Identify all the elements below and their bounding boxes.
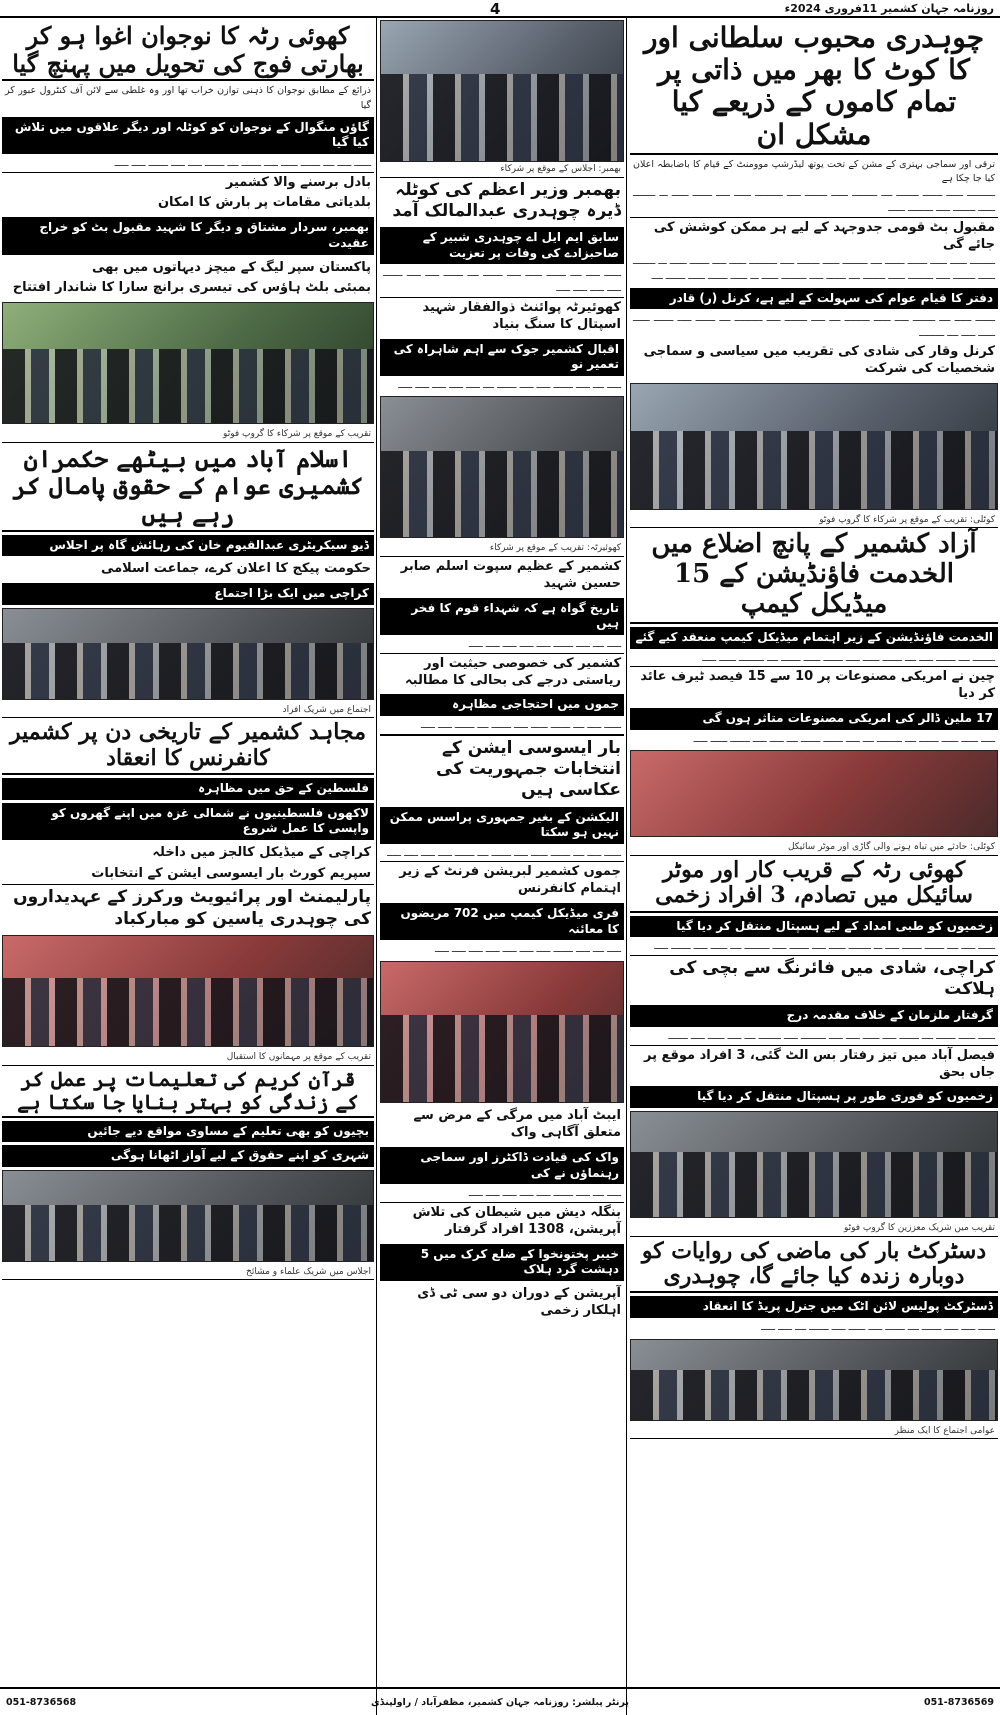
left-photo-2 — [2, 608, 374, 700]
middle-headline-5: بار ایسوسی ایشن کے انتخابات جمہوریت کی عکاسی ہیں — [380, 734, 624, 804]
middle-sub-8: آپریشن کے دوران دو سی ٹی ڈی اہلکار زخمی — [417, 1285, 621, 1318]
right-photo-3-caption: تقریب میں شریک معززین کا گروپ فوٹو — [630, 1221, 998, 1237]
masthead — [0, 0, 1000, 18]
middle-headline-2: کھوئیرٹہ پوائنٹ ذوالفقار شہید اسپتال کا سنگ بنیاد — [380, 297, 624, 336]
article-body: ــــــــــ ــــــ ـــــــ ــــــــ ــــ ـــــــــ ــــــ ــــــــ ـــــ ــــــــــ ــــــ ـــــ ـــــــ ــــــ ـــ ــــــــ ــــــ ــــــــ ـــــ ـــــــــ ــــــ — [633, 188, 995, 214]
middle-headline-3: کشمیر کے عظیم سپوت اسلم صابر حسین شہید — [400, 559, 621, 591]
right-bar-1: دفتر کا قیام عوام کی سہولت کے لیے ہے، کرنل (ر) قادر — [630, 288, 998, 310]
left-photo-4-caption: اجلاس میں شریک علماء و مشائخ — [2, 1265, 374, 1281]
right-photo-1 — [630, 383, 998, 510]
article-body: ــــــــ ــــ ـــــــ ـــــ ــــ ـــــــ ــــــ ـــــ ـــــــ ــــــ ـــــــ ــــ ـــــــــ ــــــ ـــــ — [702, 652, 995, 664]
left-sub-headline-5: حکومت پیکج کا اعلان کرے، جماعت اسلامی — [100, 561, 371, 577]
left-headline-4: قرآن کریم کی تعلیمات پر عمل کر کے زندگی کو بہتر بنایا جا سکتا ہے — [2, 1066, 374, 1118]
article-body: ــــــ ـــــ ــــ ـــــــ ــــــ ـــــ ـــــــ ــــ ـــــــ ـــــ ـــــ — [421, 720, 621, 732]
left-column — [2, 20, 374, 1680]
article-body: ــــــ ـــــ ــــ ـــــــ ــــــ ـــــ ـــــــ ــــ ـــــــ ـــــ ـــــ ـــــــ ـــــ ـــــ — [114, 157, 371, 169]
article-body: ـــــ ــــــ ــــــ ـــــــ ــــ ـــــــــ ــــ ـــــ ـــــــ ـــــــ ــــ ـــــ ـــــ ـــــــ ــــــ ـــــ — [693, 733, 995, 745]
middle-headline-7: ایبٹ آباد میں مرگی کے مرض سے متعلق آگاہی واک — [413, 1108, 621, 1141]
right-headline-3: کھوئی رٹہ کے قریب کار اور موٹر سائیکل میں تصادم، 3 افراد زخمی — [630, 856, 998, 913]
right-column — [630, 20, 998, 1680]
middle-bar-1: سابق ایم ایل اے چوہدری شبیر کے صاحبزادے کی وفات پر تعزیت — [380, 227, 624, 264]
left-sub-headline-3: پاکستان سپر لیگ کے میچز دیہاتوں میں بھی — [91, 259, 371, 275]
middle-photo-3 — [380, 961, 624, 1103]
middle-bar-2: اقبال کشمیر جوک سے اہم شاہراہ کی تعمیر نو — [380, 339, 624, 376]
column-divider — [626, 18, 627, 1715]
left-bar-2: بھمبر، سردار مشتاق و دیگر کا شہید مقبول بٹ کو خراج عقیدت — [2, 217, 374, 254]
page-number: 4 — [490, 0, 501, 18]
middle-bar-4: جموں میں احتجاجی مظاہرہ — [380, 694, 624, 716]
article-body: ــــــ ــــــ ـــــــ ــــ ـــــــ ـــــ ــــــ ـــــ ـــــ ـــــــــ ـــــ ــــــــ ــــ ـــــ ــــــ ـــــ ـــــــ — [668, 1030, 995, 1042]
masthead-date: روزنامہ جہان کشمیر 11فروری 2024ء — [784, 1, 994, 15]
article-body: ـــــ ــــ ـــــ ـــــــ ـــــ ـــــ ـــــ ـــــ ـــــ ـــــ ـــــ — [434, 944, 621, 956]
middle-headline-8: بنگلہ دیش میں شیطان کی تلاش آپریشن، 1308 افراد گرفتار — [380, 1202, 624, 1241]
right-sub-headline-1: مقبول بٹ قومی جدوجہد کے لیے ہر ممکن کوشش کی جائے گی — [630, 217, 998, 256]
left-bar-4: کراچی میں ایک بڑا اجتماع — [2, 583, 374, 605]
middle-bar-3: تاریخ گواہ ہے کہ شہداء قوم کا فخر ہیں — [380, 598, 624, 635]
middle-bar-6: فری میڈیکل کیمپ میں 702 مریضوں کا معائنہ — [380, 903, 624, 940]
left-headline-2: مجاہد کشمیر کے تاریخی دن پر کشمیر کانفرنس کا انعقاد — [2, 718, 374, 775]
right-sub-headline-3: چین نے امریکی مصنوعات پر 10 سے 15 فیصد ٹیرف عائد کر دیا — [630, 666, 998, 705]
left-sub-headline-6: کراچی کے میڈیکل کالجز میں داخلہ — [152, 844, 371, 860]
right-photo-1-caption: کوٹلی: تقریب کے موقع پر شرکاء کا گروپ فوٹو — [630, 513, 998, 529]
left-bar-6: لاکھوں فلسطینیوں نے شمالی غزہ میں اپنے گھروں کو واپسی کا عمل شروع — [2, 803, 374, 840]
left-photo-2-caption: اجتماع میں شریک افراد — [2, 703, 374, 719]
middle-bar-5: الیکشن کے بغیر جمہوری پراسس ممکن نہیں ہو سکتا — [380, 807, 624, 844]
right-bar-6: زخمیوں کو فوری طور پر ہسپتال منتقل کر دیا گیا — [630, 1086, 998, 1108]
right-bar-4: زخمیوں کو طبی امداد کے لیے ہسپتال منتقل کر دیا گیا — [630, 916, 998, 938]
middle-headline-1: بھمبر وزیر اعظم کی کوٹلہ ڈیرہ چوہدری عبدالمالک آمد — [392, 179, 621, 221]
middle-photo-2-caption: کھوئیرٹہ: تقریب کے موقع پر شرکاء — [380, 541, 624, 557]
right-photo-2 — [630, 750, 998, 837]
left-bar-3: ڈیو سیکریٹری عبدالقیوم خان کی رہائش گاہ پر اجلاس — [2, 535, 374, 557]
left-sub-headline-4: بمبئی بلٹ ہاؤس کی تیسری برانچ سارا کا شاندار افتتاح — [12, 280, 371, 296]
right-bar-2: الخدمت فاؤنڈیشن کے زیر اہتمام میڈیکل کیمپ منعقد کیے گئے — [630, 627, 998, 649]
right-sub-headline-5: فیصل آباد میں تیز رفتار بس الٹ گئی، 3 افراد موقع پر جاں بحق — [630, 1045, 998, 1084]
left-lead-intro: ذرائع کے مطابق نوجوان کا ذہنی توازن خراب تھا اور وہ غلطی سے لائن آف کنٹرول عبور کر گیا — [5, 85, 371, 111]
left-photo-4 — [2, 1170, 374, 1262]
right-photo-4-caption: عوامی اجتماع کا ایک منظر — [630, 1424, 998, 1440]
middle-photo-1-caption: بھمبر: اجلاس کے موقع پر شرکاء — [380, 162, 624, 178]
footer — [0, 1687, 1000, 1715]
left-sub-headline-7: سپریم کورٹ بار ایسوسی ایشن کے انتخابات — [91, 865, 371, 881]
middle-bar-7: واک کی قیادت ڈاکٹرز اور سماجی رہنماؤں نے کی — [380, 1147, 624, 1184]
middle-column — [380, 20, 624, 1680]
article-body: ــــــ ـــــ ــــ ـــــــ ــــــ ـــــ ـــــــ ــــ ـــــــ ـــــ ـــــ ـــــ ـــــ — [387, 847, 621, 859]
left-lead-headline: کھوئی رٹہ کا نوجوان اغوا ہو کر بھارتی فوج کی تحویل میں پہنچ گیا — [2, 20, 374, 81]
footer-imprint: پرنٹر پبلشر: روزنامہ جہان کشمیر، مظفرآباد / راولپنڈی — [371, 1696, 629, 1708]
article-body: ـــــــــ ــــــ ــــــ ـــــــ ـــــــ ــــ ـــــــــ ــــــ ــــــــ ـــــ ــــــــــ ــــــ ـــــ ـــــــ ــــــ ـــ ــــــــ ــــــ ــــــــ ـــــ ـــــــــ ــــــ ــــــــ ــــ ـــــــ ـــــ ـــــــــ ــــــ ـــ ــــــ ـــــــ ــــــ ـــــــ ــــ — [633, 256, 995, 283]
article-body: ـــــــ ــــــ ــــ ــــــــ ـــــ ــــــ ـــــــــ ــــ ـــــ ــــــــ ـــــ ــــــــــ ــــ ـــــــ ـــــ ـــــــ ــــــ ــــــ ـــــ ــــ ـــــــــ — [633, 313, 995, 340]
left-big-headline: اسلام آباد میں بیٹھے حکمران کشمیری عوام کے حقوق پامال کر رہے ہیں — [2, 443, 374, 532]
right-lead-intro: ترقی اور سماجی بہتری کے مشن کے تحت یوتھ لیڈرشپ موومنٹ کے قیام کا باضابطہ اعلان کیا جا چکا ہے — [633, 158, 995, 185]
article-body: ـــــ ــــ ـــــ ـــــــ ـــــ ـــــ ـــــــ ــــ ـــــ ـــــ ـــــ ـــــ ـــــ — [398, 379, 621, 391]
right-lead-headline: چوہدری محبوب سلطانی اور کا کوٹ کا بھر میں ذاتی پر تمام کاموں کے ذریعے کیا مشکل ان — [630, 20, 998, 155]
middle-photo-2 — [380, 396, 624, 538]
middle-headline-6: جموں کشمیر لبریشن فرنٹ کے زیر اہتمام کانفرنس — [380, 861, 624, 900]
right-headline-4: دسٹرکٹ بار کی ماضی کی روایات کو دوبارہ زندہ کیا جائے گا، چوہدری — [630, 1237, 998, 1294]
right-sub-headline-4: کراچی، شادی میں فائرنگ سے بچی کی ہلاکت — [630, 955, 998, 1003]
footer-phone-right: 051-8736569 — [923, 1696, 994, 1708]
article-body: ــــــ ـــــ ــــ ـــــــ ـــــــ ـــــ ـــ ــــــــ ــــــ ـــــ ـــــــ ـــــ ـــــــــ ــــ ــــــ ـــــ ـــــــ ـــــ — [654, 941, 995, 953]
article-body: ــــــ ـــــ ــــ ـــــــ ــــــ ـــــ ـــــــ ــــ ـــــــ ـــــ ـــــ ـــــــ ـــــ ـــــ ـــــ ـــــ — [383, 268, 621, 294]
right-sub-headline-2: کرنل وقار کی شادی کی تقریب میں سیاسی و سماجی شخصیات کی شرکت — [643, 343, 995, 376]
left-bar-5: فلسطین کے حق میں مظاہرہ — [2, 778, 374, 800]
column-divider — [376, 18, 377, 1715]
left-photo-3-caption: تقریب کے موقع پر مہمانوں کا استقبال — [2, 1050, 374, 1066]
left-bar-7: بچیوں کو بھی تعلیم کے مساوی مواقع دیے جائیں — [2, 1121, 374, 1143]
left-headline-3: پارلیمنٹ اور پرائیویٹ ورکرز کے عہدیداروں کی چوہدری یاسین کو مبارکباد — [2, 884, 374, 932]
left-bar-8: شہری کو اپنے حقوق کے لیے آواز اٹھانا ہوگی — [2, 1145, 374, 1167]
middle-bar-8: خیبر پختونخوا کے ضلع کرک میں 5 دہشت گرد ہلاک — [380, 1244, 624, 1281]
footer-phone-left: 051-8736568 — [6, 1696, 77, 1708]
article-body: ـــــ ــــ ـــــ ـــــــ ـــــ ـــــ ـــــ ـــــ ـــــ — [468, 638, 621, 650]
right-photo-2-caption: کوٹلی: حادثے میں تباہ ہونے والی گاڑی اور موٹر سائیکل — [630, 840, 998, 856]
right-bar-7: ڈسٹرکٹ پولیس لائن اٹک میں جنرل پریڈ کا انعقاد — [630, 1296, 998, 1318]
right-bar-3: 17 ملین ڈالر کی امریکی مصنوعات متاثر ہوں گی — [630, 708, 998, 730]
middle-headline-4: کشمیر کی خصوصی حیثیت اور ریاستی درجے کی بحالی کا مطالبہ — [380, 653, 624, 692]
right-photo-4 — [630, 1339, 998, 1421]
left-photo-3 — [2, 935, 374, 1047]
left-sub-headline-1: بادل برسنے والا کشمیر — [2, 172, 374, 194]
left-photo-1 — [2, 302, 374, 424]
left-sub-headline-2: بلدیاتی مقامات پر بارش کا امکان — [157, 195, 371, 211]
article-body: ـــــ ــــ ـــــ ـــــــ ـــــ ـــــ ـــــ ـــــ ـــــ — [468, 1188, 621, 1200]
middle-photo-1 — [380, 20, 624, 162]
right-bar-5: گرفتار ملزمان کے خلاف مقدمہ درج — [630, 1005, 998, 1027]
left-photo-1-caption: تقریب کے موقع پر شرکاء کا گروپ فوٹو — [2, 427, 374, 443]
right-photo-3 — [630, 1111, 998, 1218]
left-bar-1: گاؤں منگوال کے نوجوان کو کوٹلہ اور دیگر علاقوں میں تلاش کیا گیا — [2, 117, 374, 154]
right-big-headline: آزاد کشمیر کے پانچ اضلاع میں الخدمت فاؤنڈیشن کے 15 میڈیکل کیمپ — [630, 528, 998, 624]
article-body: ــــــ ـــــ ـــــ ـــــــ ــــ ـــــــ ـــــ ــــــ ـــــ ـــــــ ــــ ـــــ ـــــ — [761, 1321, 995, 1333]
